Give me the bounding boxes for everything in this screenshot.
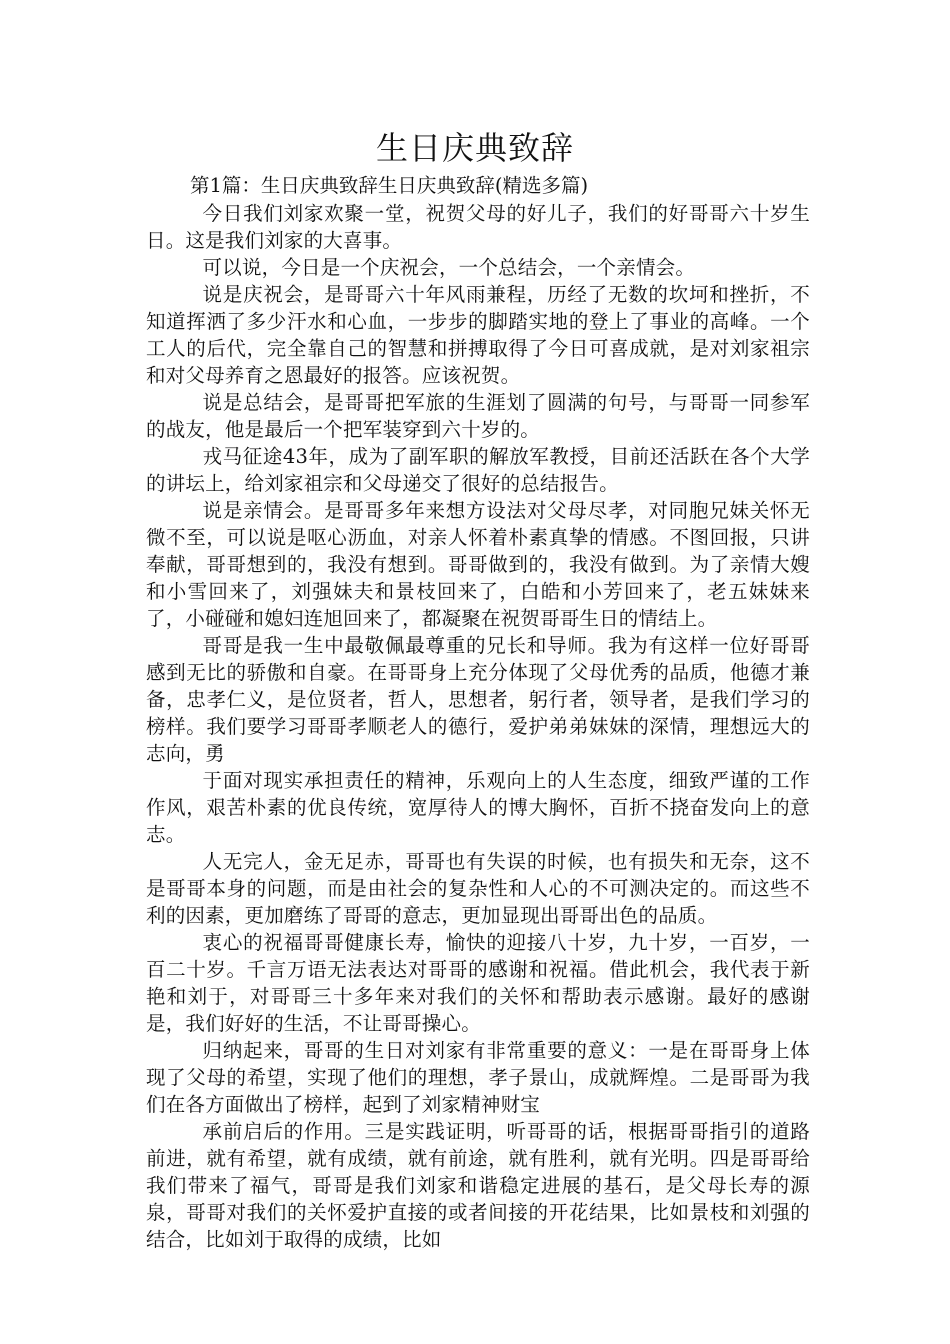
paragraph: 归纳起来，哥哥的生日对刘家有非常重要的意义：一是在哥哥身上体现了父母的希望，实现了他们的理想，孝子景山，成就辉煌。二是哥哥为我们在各方面做出了榜样，起到了刘家精神财宝 [146, 1039, 810, 1116]
paragraph: 戎马征途43年，成为了副军职的解放军教授，目前还活跃在各个大学的讲坛上，给刘家祖宗和父母递交了很好的总结报告。 [146, 445, 810, 495]
paragraph: 可以说，今日是一个庆祝会，一个总结会，一个亲情会。 [202, 256, 696, 279]
paragraph: 说是总结会，是哥哥把军旅的生涯划了圆满的句号，与哥哥一同参军的战友，他是最后一个把军装穿到六十岁的。 [146, 391, 810, 441]
paragraph: 说是庆祝会，是哥哥六十年风雨兼程，历经了无数的坎坷和挫折，不知道挥洒了多少汗水和心血，一步步的脚踏实地的登上了事业的高峰。一个工人的后代，完全靠自己的智慧和拼搏取得了今日可喜成就，是对刘家祖宗和对父母养育之恩最好的报答。应该祝贺。 [146, 283, 810, 387]
document-subtitle: 第1篇：生日庆典致辞生日庆典致辞(精选多篇) [190, 174, 589, 197]
paragraph: 承前启后的作用。三是实践证明，听哥哥的话，根据哥哥指引的道路前进，就有希望，就有成绩，就有前途，就有胜利，就有光明。四是哥哥给我们带来了福气，哥哥是我们刘家和谐稳定进展的基石，是父母长寿的源泉，哥哥对我们的关怀爱护直接的或者间接的开花结果，比如景枝和刘强的结合，比如刘于取得的成绩，比如 [146, 1120, 810, 1251]
paragraph: 哥哥是我一生中最敬佩最尊重的兄长和导师。我为有这样一位好哥哥感到无比的骄傲和自豪。在哥哥身上充分体现了父母优秀的品质，他德才兼备，忠孝仁义，是位贤者，哲人，思想者，躬行者，领导者，是我们学习的榜样。我们要学习哥哥孝顺老人的德行，爱护弟弟妹妹的深情，理想远大的志向，勇 [146, 634, 810, 765]
paragraph: 说是亲情会。是哥哥多年来想方设法对父母尽孝，对同胞兄妹关怀无微不至，可以说是呕心沥血，对亲人怀着朴素真挚的情感。不图回报，只讲奉献，哥哥想到的，我没有想到。哥哥做到的，我没有做到。为了亲情大嫂和小雪回来了，刘强妹夫和景枝回来了，白皓和小芳回来了，老五妹妹来了，小碰碰和媳妇连旭回来了，都凝聚在祝贺哥哥生日的情结上。 [146, 499, 810, 630]
paragraph: 人无完人，金无足赤，哥哥也有失误的时候，也有损失和无奈，这不是哥哥本身的问题，而是由社会的复杂性和人心的不可测决定的。而这些不利的因素，更加磨练了哥哥的意志，更加显现出哥哥出色的品质。 [146, 850, 810, 927]
paragraph: 于面对现实承担责任的精神，乐观向上的人生态度，细致严谨的工作作风，艰苦朴素的优良传统，宽厚待人的博大胸怀，百折不挠奋发向上的意志。 [146, 769, 810, 846]
document-body [146, 200, 810, 1253]
paragraph: 衷心的祝福哥哥健康长寿，愉快的迎接八十岁，九十岁，一百岁，一百二十岁。千言万语无法表达对哥哥的感谢和祝福。借此机会，我代表于新艳和刘于，对哥哥三十多年来对我们的关怀和帮助表示感谢。最好的感谢是，我们好好的生活，不让哥哥操心。 [146, 931, 810, 1035]
document-title: 生日庆典致辞 [375, 129, 574, 167]
paragraph: 今日我们刘家欢聚一堂，祝贺父母的好儿子，我们的好哥哥六十岁生日。这是我们刘家的大喜事。 [146, 202, 810, 252]
